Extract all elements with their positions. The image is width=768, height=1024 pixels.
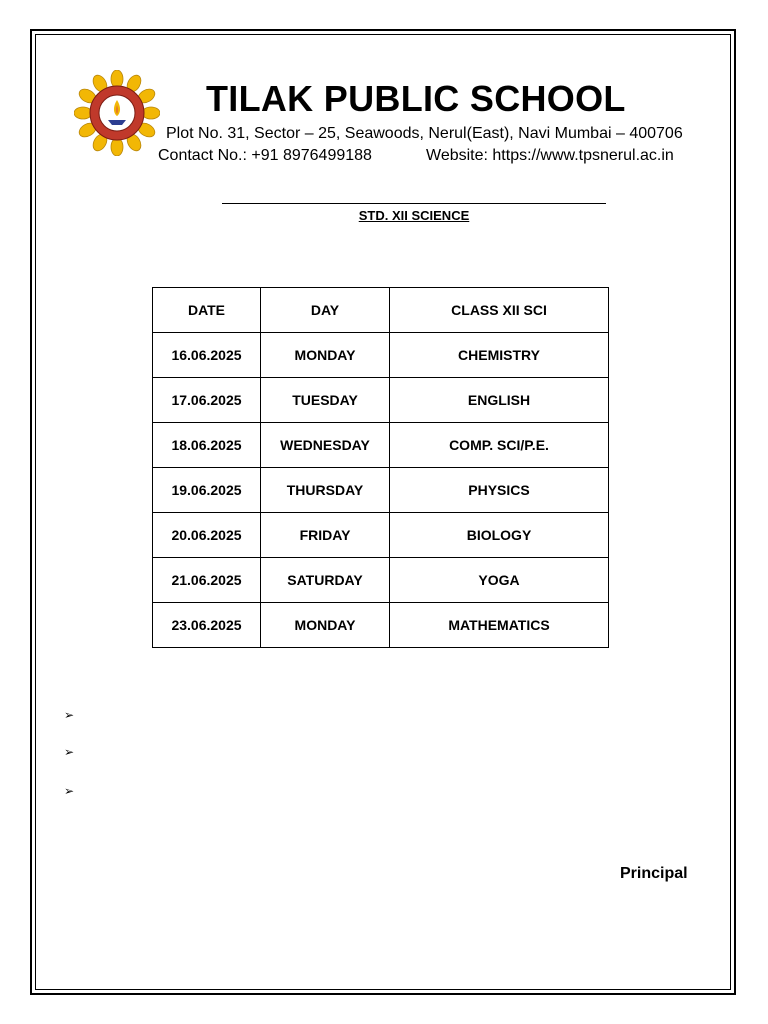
table-row (153, 468, 609, 513)
arrow-bullet-icon: ➢ (64, 745, 75, 759)
table-row (153, 378, 609, 423)
timetable (152, 287, 609, 648)
website-link[interactable]: Website: https://www.tpsnerul.ac.in (426, 147, 674, 164)
cell-date: 18.06.2025 (153, 423, 261, 468)
cell-day: MONDAY (261, 603, 390, 648)
cell-date: 17.06.2025 (153, 378, 261, 423)
cell-date: 16.06.2025 (153, 333, 261, 378)
cell-subject: ENGLISH (390, 378, 609, 423)
header-divider (222, 203, 606, 204)
cell-date: 21.06.2025 (153, 558, 261, 603)
cell-day: SATURDAY (261, 558, 390, 603)
logo-petal (111, 138, 123, 156)
cell-day: MONDAY (261, 333, 390, 378)
cell-day: THURSDAY (261, 468, 390, 513)
logo-petal (74, 107, 92, 119)
school-name: TILAK PUBLIC SCHOOL (206, 78, 626, 119)
cell-day: FRIDAY (261, 513, 390, 558)
arrow-bullet-icon: ➢ (64, 708, 75, 722)
logo-petal (142, 107, 160, 119)
contact-number: Contact No.: +91 8976499188 (158, 147, 372, 164)
contact-line (158, 147, 674, 165)
cell-subject: MATHEMATICS (390, 603, 609, 648)
table-header-row (153, 288, 609, 333)
class-title: STD. XII SCIENCE (358, 208, 470, 223)
cell-subject: BIOLOGY (390, 513, 609, 558)
table-row (153, 423, 609, 468)
cell-day: TUESDAY (261, 378, 390, 423)
cell-subject: COMP. SCI/P.E. (390, 423, 609, 468)
header-day: DAY (261, 288, 390, 333)
cell-subject: CHEMISTRY (390, 333, 609, 378)
table-row (153, 558, 609, 603)
header-date: DATE (153, 288, 261, 333)
arrow-bullet-icon: ➢ (64, 784, 75, 798)
table-row (153, 333, 609, 378)
cell-day: WEDNESDAY (261, 423, 390, 468)
table-row (153, 603, 609, 648)
cell-subject: YOGA (390, 558, 609, 603)
cell-subject: PHYSICS (390, 468, 609, 513)
header-subject: CLASS XII SCI (390, 288, 609, 333)
logo-petal (111, 70, 123, 88)
cell-date: 19.06.2025 (153, 468, 261, 513)
cell-date: 23.06.2025 (153, 603, 261, 648)
school-address: Plot No. 31, Sector – 25, Seawoods, Nerul(East), Navi Mumbai – 400706 (166, 125, 683, 142)
table-row (153, 513, 609, 558)
school-logo-icon (74, 70, 160, 156)
cell-date: 20.06.2025 (153, 513, 261, 558)
principal-signature-label: Principal (620, 865, 688, 882)
